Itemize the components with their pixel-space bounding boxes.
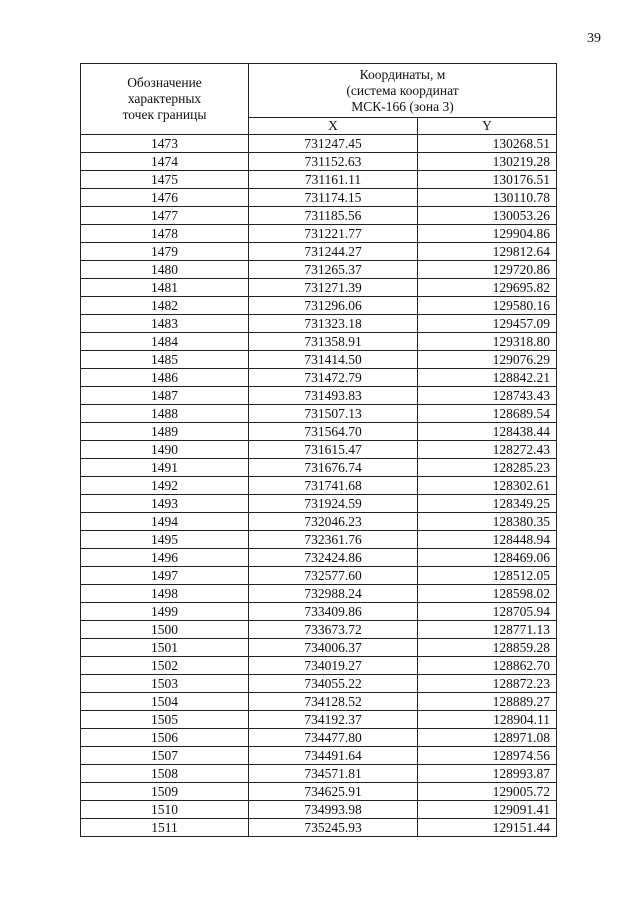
table-row: [81, 153, 557, 171]
table-row: [81, 567, 557, 585]
x-coordinate-cell: 731323.18: [249, 315, 418, 333]
y-coordinate-cell: 128872.23: [418, 675, 557, 693]
x-coordinate-cell: 732424.86: [249, 549, 418, 567]
y-coordinate-cell: 128272.43: [418, 441, 557, 459]
table-row: [81, 621, 557, 639]
y-coordinate-cell: 129904.86: [418, 225, 557, 243]
y-coordinate-cell: 128904.11: [418, 711, 557, 729]
y-coordinate-cell: 128380.35: [418, 513, 557, 531]
y-coordinate-cell: 128285.23: [418, 459, 557, 477]
x-coordinate-cell: 734055.22: [249, 675, 418, 693]
table-row: [81, 783, 557, 801]
coordinates-label-line: (система координат: [346, 82, 459, 98]
x-coordinate-cell: 735245.93: [249, 819, 418, 837]
point-id-cell: 1483: [81, 315, 249, 333]
table-row: [81, 207, 557, 225]
table-row: [81, 639, 557, 657]
x-coordinate-cell: 731161.11: [249, 171, 418, 189]
point-id-cell: 1502: [81, 657, 249, 675]
point-id-cell: 1480: [81, 261, 249, 279]
y-coordinate-cell: 130110.78: [418, 189, 557, 207]
x-coordinate-cell: 731493.83: [249, 387, 418, 405]
table-row: [81, 405, 557, 423]
y-coordinate-cell: 128859.28: [418, 639, 557, 657]
x-coordinate-cell: 731741.68: [249, 477, 418, 495]
point-id-cell: 1486: [81, 369, 249, 387]
table-row: [81, 423, 557, 441]
y-coordinate-cell: 129720.86: [418, 261, 557, 279]
point-id-cell: 1500: [81, 621, 249, 639]
table-row: [81, 279, 557, 297]
point-id-cell: 1506: [81, 729, 249, 747]
x-coordinate-cell: 731247.45: [249, 135, 418, 153]
x-coordinate-cell: 731924.59: [249, 495, 418, 513]
y-coordinate-cell: 129457.09: [418, 315, 557, 333]
point-id-cell: 1493: [81, 495, 249, 513]
table-row: [81, 477, 557, 495]
point-id-cell: 1473: [81, 135, 249, 153]
point-id-cell: 1481: [81, 279, 249, 297]
table-row: [81, 459, 557, 477]
point-id-cell: 1504: [81, 693, 249, 711]
y-coordinate-cell: 129005.72: [418, 783, 557, 801]
point-id-cell: 1474: [81, 153, 249, 171]
x-coordinate-cell: 732577.60: [249, 567, 418, 585]
table-row: [81, 243, 557, 261]
y-column-header: Y: [418, 118, 557, 135]
table-row: [81, 585, 557, 603]
point-id-cell: 1511: [81, 819, 249, 837]
x-coordinate-cell: 731676.74: [249, 459, 418, 477]
y-coordinate-cell: 129076.29: [418, 351, 557, 369]
y-coordinate-cell: 129151.44: [418, 819, 557, 837]
y-coordinate-cell: 128889.27: [418, 693, 557, 711]
point-id-cell: 1508: [81, 765, 249, 783]
table-row: [81, 297, 557, 315]
y-coordinate-cell: 128743.43: [418, 387, 557, 405]
table-row: [81, 765, 557, 783]
x-coordinate-cell: 732046.23: [249, 513, 418, 531]
point-label-header: [81, 64, 249, 135]
point-id-cell: 1507: [81, 747, 249, 765]
point-id-cell: 1487: [81, 387, 249, 405]
table-row: [81, 549, 557, 567]
y-coordinate-cell: 129318.80: [418, 333, 557, 351]
x-coordinate-cell: 732361.76: [249, 531, 418, 549]
point-id-cell: 1492: [81, 477, 249, 495]
x-coordinate-cell: 731265.37: [249, 261, 418, 279]
x-coordinate-cell: 731174.15: [249, 189, 418, 207]
table-row: [81, 495, 557, 513]
point-id-cell: 1496: [81, 549, 249, 567]
point-id-cell: 1478: [81, 225, 249, 243]
y-coordinate-cell: 128705.94: [418, 603, 557, 621]
y-coordinate-cell: 128598.02: [418, 585, 557, 603]
table-row: [81, 801, 557, 819]
table-row: [81, 171, 557, 189]
coordinates-table: [80, 63, 557, 837]
table-row: [81, 261, 557, 279]
point-id-cell: 1475: [81, 171, 249, 189]
y-coordinate-cell: 128349.25: [418, 495, 557, 513]
x-coordinate-cell: 734019.27: [249, 657, 418, 675]
point-id-cell: 1477: [81, 207, 249, 225]
point-id-cell: 1510: [81, 801, 249, 819]
x-coordinate-cell: 731564.70: [249, 423, 418, 441]
y-coordinate-cell: 128689.54: [418, 405, 557, 423]
coordinates-label-line: Координаты, м: [359, 66, 446, 82]
y-coordinate-cell: 128448.94: [418, 531, 557, 549]
y-coordinate-cell: 128469.06: [418, 549, 557, 567]
y-coordinate-cell: 128993.87: [418, 765, 557, 783]
x-coordinate-cell: 731414.50: [249, 351, 418, 369]
point-id-cell: 1484: [81, 333, 249, 351]
y-coordinate-cell: 128512.05: [418, 567, 557, 585]
point-id-cell: 1499: [81, 603, 249, 621]
x-coordinate-cell: 731296.06: [249, 297, 418, 315]
point-id-cell: 1509: [81, 783, 249, 801]
coordinates-header: [249, 64, 557, 118]
point-id-cell: 1479: [81, 243, 249, 261]
x-coordinate-cell: 731152.63: [249, 153, 418, 171]
table-row: [81, 315, 557, 333]
x-coordinate-cell: 731507.13: [249, 405, 418, 423]
y-coordinate-cell: 129091.41: [418, 801, 557, 819]
y-coordinate-cell: 130219.28: [418, 153, 557, 171]
x-coordinate-cell: 734571.81: [249, 765, 418, 783]
x-coordinate-cell: 731472.79: [249, 369, 418, 387]
table-row: [81, 225, 557, 243]
table-body: [81, 135, 557, 837]
point-label-line: характерных: [127, 91, 202, 106]
x-coordinate-cell: 733673.72: [249, 621, 418, 639]
table-row: [81, 711, 557, 729]
y-coordinate-cell: 129580.16: [418, 297, 557, 315]
x-coordinate-cell: 731615.47: [249, 441, 418, 459]
table-row: [81, 693, 557, 711]
x-coordinate-cell: 731221.77: [249, 225, 418, 243]
point-id-cell: 1485: [81, 351, 249, 369]
y-coordinate-cell: 129812.64: [418, 243, 557, 261]
y-coordinate-cell: 128302.61: [418, 477, 557, 495]
point-id-cell: 1491: [81, 459, 249, 477]
table-row: [81, 513, 557, 531]
table-row: [81, 747, 557, 765]
x-coordinate-cell: 731244.27: [249, 243, 418, 261]
point-id-cell: 1488: [81, 405, 249, 423]
point-id-cell: 1495: [81, 531, 249, 549]
y-coordinate-cell: 128842.21: [418, 369, 557, 387]
table-row: [81, 603, 557, 621]
table-row: [81, 369, 557, 387]
point-id-cell: 1497: [81, 567, 249, 585]
point-id-cell: 1476: [81, 189, 249, 207]
point-id-cell: 1489: [81, 423, 249, 441]
y-coordinate-cell: 130268.51: [418, 135, 557, 153]
page-number: 39: [587, 31, 601, 46]
y-coordinate-cell: 128862.70: [418, 657, 557, 675]
point-id-cell: 1490: [81, 441, 249, 459]
x-coordinate-cell: 733409.86: [249, 603, 418, 621]
x-coordinate-cell: 734491.64: [249, 747, 418, 765]
table-row: [81, 351, 557, 369]
point-id-cell: 1494: [81, 513, 249, 531]
point-label-line: точек границы: [122, 107, 207, 122]
y-coordinate-cell: 129695.82: [418, 279, 557, 297]
y-coordinate-cell: 128771.13: [418, 621, 557, 639]
x-coordinate-cell: 734993.98: [249, 801, 418, 819]
table-row: [81, 531, 557, 549]
table-row: [81, 387, 557, 405]
y-coordinate-cell: 128974.56: [418, 747, 557, 765]
table-row: [81, 657, 557, 675]
x-coordinate-cell: 731185.56: [249, 207, 418, 225]
table-header: [81, 64, 557, 135]
point-id-cell: 1503: [81, 675, 249, 693]
table-row: [81, 135, 557, 153]
x-coordinate-cell: 734625.91: [249, 783, 418, 801]
y-coordinate-cell: 128438.44: [418, 423, 557, 441]
point-id-cell: 1498: [81, 585, 249, 603]
x-column-header: X: [249, 118, 418, 135]
point-label-line: Обозначение: [127, 75, 202, 90]
x-coordinate-cell: 731358.91: [249, 333, 418, 351]
x-coordinate-cell: 732988.24: [249, 585, 418, 603]
x-coordinate-cell: 734006.37: [249, 639, 418, 657]
point-id-cell: 1505: [81, 711, 249, 729]
x-coordinate-cell: 734477.80: [249, 729, 418, 747]
table-row: [81, 441, 557, 459]
point-id-cell: 1501: [81, 639, 249, 657]
coordinates-label-line: МСК-166 (зона 3): [351, 98, 454, 114]
x-coordinate-cell: 734128.52: [249, 693, 418, 711]
table-row: [81, 675, 557, 693]
y-coordinate-cell: 130176.51: [418, 171, 557, 189]
table-row: [81, 189, 557, 207]
table-row: [81, 729, 557, 747]
table-row: [81, 333, 557, 351]
y-coordinate-cell: 130053.26: [418, 207, 557, 225]
table-row: [81, 819, 557, 837]
y-coordinate-cell: 128971.08: [418, 729, 557, 747]
x-coordinate-cell: 734192.37: [249, 711, 418, 729]
x-coordinate-cell: 731271.39: [249, 279, 418, 297]
point-id-cell: 1482: [81, 297, 249, 315]
